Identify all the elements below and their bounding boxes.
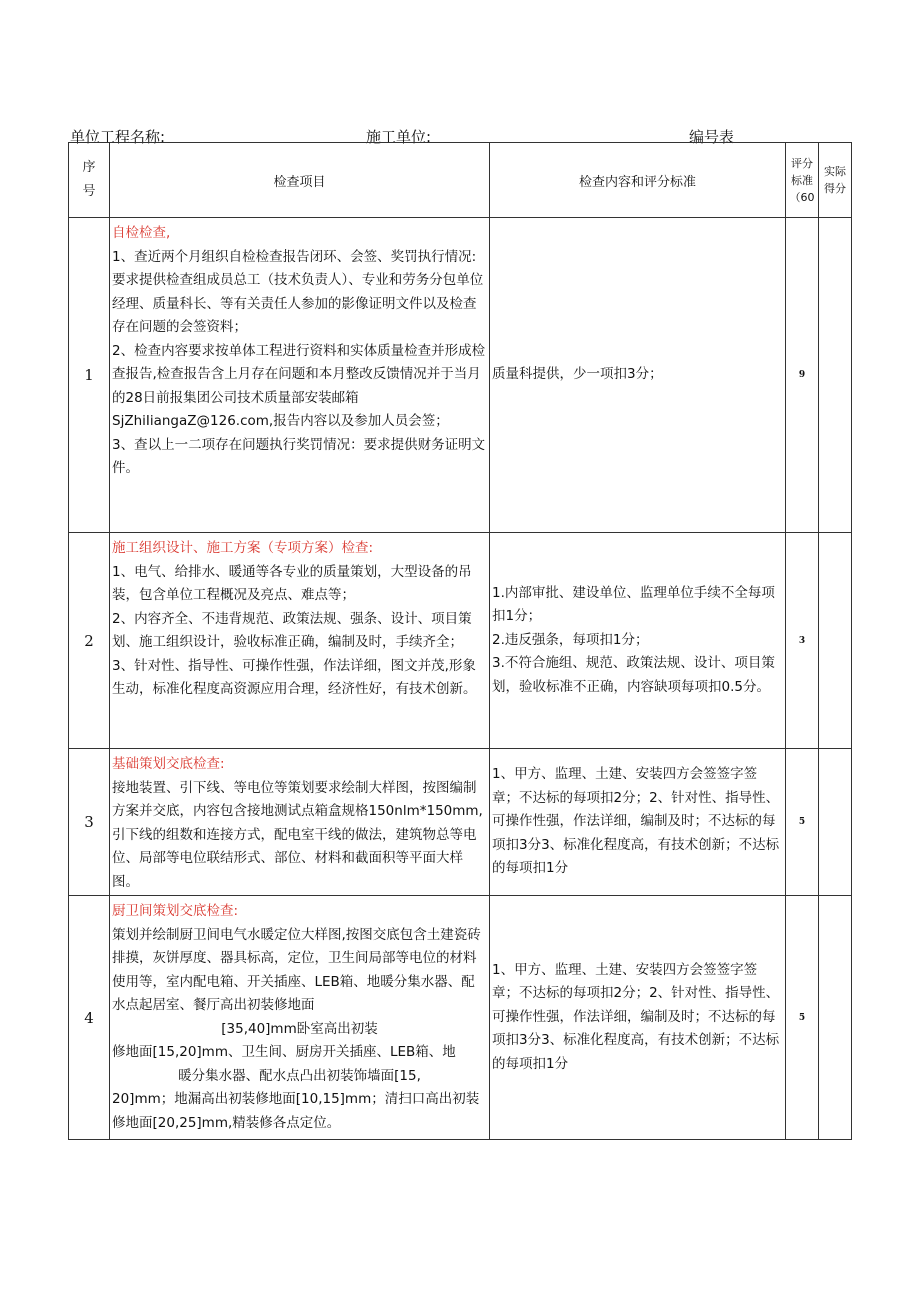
table-header-row — [69, 143, 852, 218]
row-content-line: [35,40]mm卧室高出初装 — [221, 1020, 378, 1037]
row-content-line: 20]mm；地漏高出初装修地面[10,15]mm；清扫口高出初装修地面[20,25]mm,精装修各点定位。 — [112, 1091, 480, 1131]
row-content-line: 3、针对性、指导性、可操作性强，作法详细，图文并茂,形象生动，标准化程度高资源应用合理，经济性好，有技术创新。 — [112, 657, 477, 697]
row-criteria: 质量科提供，少一项扣3分； — [490, 218, 786, 533]
row-item — [110, 896, 490, 1140]
table-row — [69, 533, 852, 749]
row-content-line: 3、查以上一二项存在问题执行奖罚情况：要求提供财务证明文件。 — [112, 436, 486, 476]
row-item — [110, 533, 490, 749]
row-content-line: 修地面[15,20]mm、卫生间、厨房开关插座、LEB箱、地 — [112, 1044, 456, 1060]
seq-header: 序号 — [69, 143, 110, 218]
table-row — [69, 749, 852, 896]
row-content-line: 暖分集水器、配水点凸出初装饰墙面[15, — [178, 1067, 421, 1084]
row-content-line: 1、查近两个月组织自检检查报告闭环、会签、奖罚执行情况:要求提供检查组成员总工（技术负责人）、专业和劳务分包单位经理、质量科长、等有关责任人参加的影像证明文件以及检查存在问题的会签资料； — [112, 248, 484, 335]
project-name-label: 单位工程名称: — [70, 128, 166, 146]
standard-header: 评分标准（60 — [786, 143, 819, 218]
row-title: 基础策划交底检查: — [112, 756, 225, 772]
row-title: 施工组织设计、施工方案（专项方案）检查: — [112, 540, 374, 556]
inspection-table — [68, 142, 852, 1140]
row-seq: 4 — [69, 896, 110, 1140]
row-content-line: 策划并绘制厨卫间电气水暖定位大样图,按图交底包含土建瓷砖排摸，灰饼厚度、器具标高，定位，卫生间局部等电位的材料使用等，室内配电箱、开关插座、LEB箱、地暖分集水器、配水点起居室、餐厅高出初装修地面 — [112, 926, 481, 1013]
row-actual[interactable] — [819, 749, 852, 896]
row-seq: 2 — [69, 533, 110, 749]
row-title: 厨卫间策划交底检查: — [112, 903, 239, 919]
row-score: 9 — [786, 218, 819, 533]
number-label: 编号表 — [689, 128, 735, 146]
row-actual[interactable] — [819, 896, 852, 1140]
row-score: 5 — [786, 749, 819, 896]
row-item — [110, 749, 490, 896]
row-criteria: 1、甲方、监理、土建、安装四方会签签字签章；不达标的每项扣2分；2、针对性、指导性、可操作性强，作法详细，编制及时；不达标的每项扣3分3、标准化程度高，有技术创新；不达标的每项扣1分 — [490, 749, 786, 896]
item-header: 检查项目 — [110, 143, 490, 218]
row-score: 5 — [786, 896, 819, 1140]
row-title: 自检检查, — [112, 225, 171, 241]
row-item — [110, 218, 490, 533]
table-row — [69, 218, 852, 533]
row-criteria: 1.内部审批、建设单位、监理单位手续不全每项扣1分； 2.违反强条，每项扣1分； 3.不符合施组、规范、政策法规、设计、项目策划，验收标准不正确，内容缺项每项扣0.5分。 — [490, 533, 786, 749]
row-content-line: 接地装置、引下线、等电位等策划要求绘制大样图，按图编制方案并交底，内容包含接地测试点箱盒规格150nlm*150mm,引下线的组数和连接方式，配电室干线的做法，建筑物总等电位、局部等电位联结形式、部位、材料和截面积等平面大样图。 — [112, 779, 483, 890]
row-score: 3 — [786, 533, 819, 749]
row-content-line: 1、电气、给排水、暖通等各专业的质量策划，大型设备的吊装，包含单位工程概况及亮点、难点等； — [112, 563, 472, 603]
row-actual[interactable] — [819, 533, 852, 749]
row-criteria: 1、甲方、监理、土建、安装四方会签签字签章；不达标的每项扣2分；2、针对性、指导性、可操作性强，作法详细，编制及时；不达标的每项扣3分3、标准化程度高，有技术创新；不达标的每项扣1分 — [490, 896, 786, 1140]
row-seq: 1 — [69, 218, 110, 533]
row-content-line: 2、检查内容要求按单体工程进行资料和实体质量检查并形成检查报告,检查报告含上月存在问题和本月整改反馈情况并于当月的28日前报集团公司技术质量部安装邮箱SjZhiIiangaZ@126.com,报告内容以及参加人员会签； — [112, 342, 486, 429]
criteria-header: 检查内容和评分标准 — [490, 143, 786, 218]
row-content-line: 2、内容齐全、不违背规范、政策法规、强条、设计、项目策划、施工组织设计，验收标准正确，编制及时，手续齐全； — [112, 610, 472, 650]
construction-unit-label: 施工单位: — [366, 128, 432, 146]
row-seq: 3 — [69, 749, 110, 896]
table-row — [69, 896, 852, 1140]
row-actual[interactable] — [819, 218, 852, 533]
actual-header: 实际得分 — [819, 143, 852, 218]
